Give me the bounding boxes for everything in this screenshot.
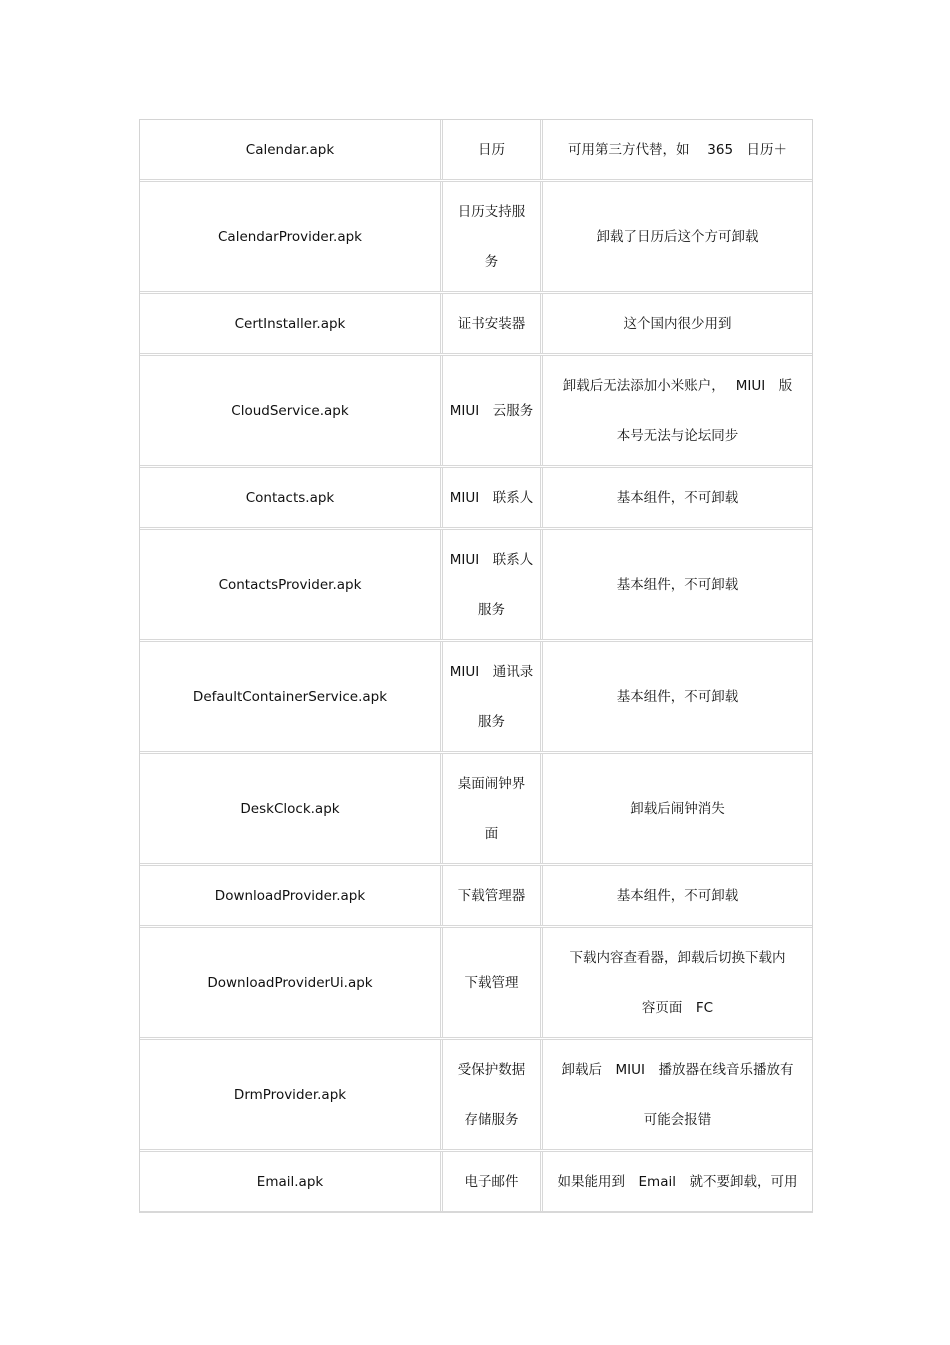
apk-note-cell: 基本组件，不可卸载 <box>616 576 739 593</box>
apk-note-cell: 这个国内很少用到 <box>623 315 732 332</box>
apk-name-cell: MIUI 云服务 <box>443 356 543 465</box>
apk-file-cell: CloudService.apk <box>140 356 443 465</box>
apk-note-cell: 基本组件，不可卸载 <box>616 489 739 506</box>
apk-name-cell: 受保护数据 存储服务 <box>443 1040 543 1149</box>
apk-note-cell: 可用第三方代替，如 365 日历＋ <box>567 141 788 158</box>
apk-file-cell: CalendarProvider.apk <box>140 182 443 291</box>
apk-note-cell: 卸载后无法添加小米账户， MIUI 版 本号无法与论坛同步 <box>562 377 793 444</box>
apk-file-cell: Contacts.apk <box>140 468 443 527</box>
table-row <box>140 356 812 468</box>
apk-file-cell: DeskClock.apk <box>140 754 443 863</box>
table-row <box>140 530 812 642</box>
apk-note-cell: 卸载后 MIUI 播放器在线音乐播放有 可能会报错 <box>561 1061 794 1128</box>
apk-note-cell: 基本组件，不可卸载 <box>616 688 739 705</box>
table-row <box>140 866 812 928</box>
apk-note-cell: 下载内容查看器，卸载后切换下载内 容页面 FC <box>569 949 786 1016</box>
table-row <box>140 182 812 294</box>
table-row <box>140 928 812 1040</box>
apk-name-cell: 电子邮件 <box>443 1152 543 1211</box>
apk-file-cell: ContactsProvider.apk <box>140 530 443 639</box>
table-row <box>140 1152 812 1211</box>
table-row <box>140 642 812 754</box>
apk-note-cell: 基本组件，不可卸载 <box>616 887 739 904</box>
apk-name-cell: 日历 <box>443 120 543 179</box>
apk-name-cell: MIUI 通讯录 服务 <box>443 642 543 751</box>
apk-file-cell: DrmProvider.apk <box>140 1040 443 1149</box>
apk-name-cell: 证书安装器 <box>443 294 543 353</box>
apk-file-cell: DownloadProvider.apk <box>140 866 443 925</box>
apk-name-cell: 日历支持服 务 <box>443 182 543 291</box>
apk-note-cell: 如果能用到 Email 就不要卸载，可用 <box>557 1173 798 1190</box>
apk-note-cell: 卸载后闹钟消失 <box>630 800 725 817</box>
table-row <box>140 468 812 530</box>
apk-name-cell: MIUI 联系人 <box>443 468 543 527</box>
apk-table <box>139 119 813 1213</box>
apk-file-cell: DownloadProviderUi.apk <box>140 928 443 1037</box>
apk-file-cell: DefaultContainerService.apk <box>140 642 443 751</box>
table-row <box>140 1040 812 1152</box>
table-row <box>140 294 812 356</box>
apk-name-cell: 下载管理 <box>443 928 543 1037</box>
apk-note-cell: 卸载了日历后这个方可卸载 <box>596 228 759 245</box>
table-row <box>140 120 812 182</box>
apk-name-cell: 下载管理器 <box>443 866 543 925</box>
apk-file-cell: CertInstaller.apk <box>140 294 443 353</box>
apk-file-cell: Calendar.apk <box>140 120 443 179</box>
table-row <box>140 754 812 866</box>
apk-file-cell: Email.apk <box>140 1152 443 1211</box>
apk-name-cell: MIUI 联系人 服务 <box>443 530 543 639</box>
apk-name-cell: 桌面闹钟界 面 <box>443 754 543 863</box>
